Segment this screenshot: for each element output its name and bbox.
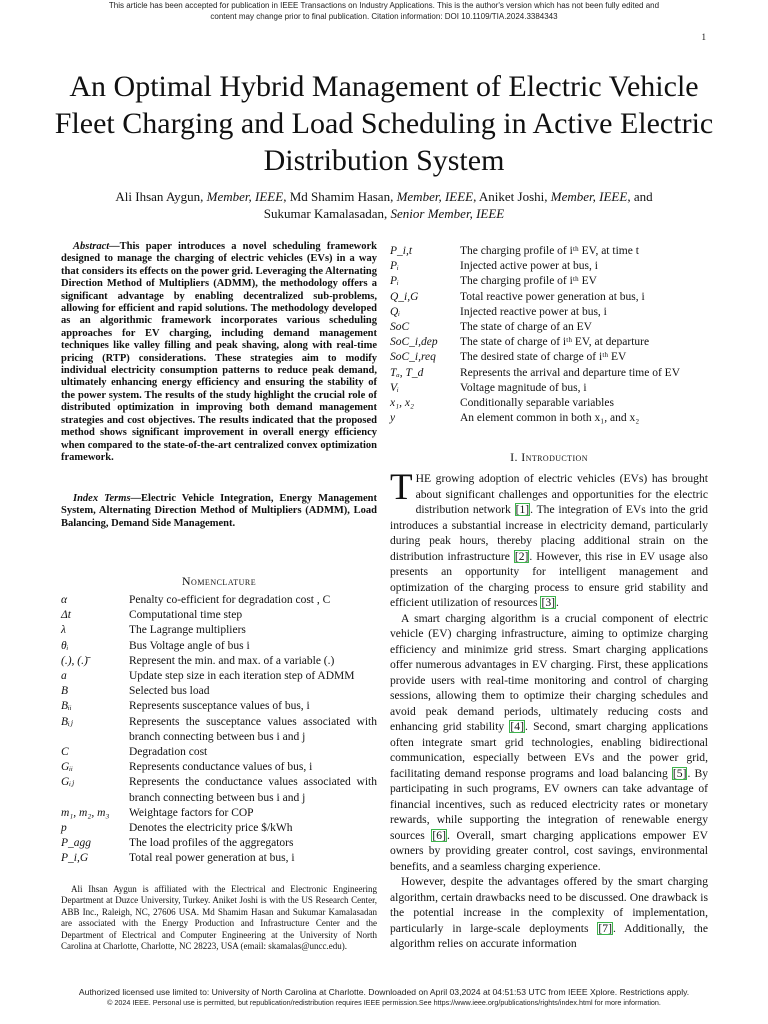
nomenclature-description: The state of charge of iᵗʰ EV, at departure bbox=[460, 336, 650, 349]
nomenclature-row bbox=[390, 381, 708, 396]
nomenclature-description: Computational time step bbox=[129, 609, 243, 622]
nomenclature-row bbox=[61, 745, 377, 760]
nomenclature-symbol: SoC bbox=[390, 321, 410, 334]
author-role: Member, IEEE bbox=[206, 189, 284, 204]
nomenclature-row bbox=[61, 684, 377, 699]
nomenclature-symbol: P_agg bbox=[61, 837, 92, 850]
publication-notice-line: content may change prior to final publication. Citation information: DOI 10.1109/TIA.2024.3384343 bbox=[210, 12, 558, 21]
nomenclature-symbol: (.), (.)̄ bbox=[61, 654, 88, 667]
introduction-body bbox=[390, 467, 708, 952]
license-notice: Authorized licensed use limited to: University of North Carolina at Charlotte. Downloaded on April 03,2024 at 04:51:53 UTC from IEEE Xplore. Restrictions apply. bbox=[78, 987, 690, 997]
nomenclature-description: An element common in both x₁, and x₂ bbox=[460, 412, 640, 425]
author-role: Senior Member, IEEE bbox=[390, 206, 505, 221]
nomenclature-row bbox=[390, 335, 708, 350]
nomenclature-symbol: y bbox=[390, 412, 396, 425]
nomenclature-row bbox=[390, 396, 708, 411]
nomenclature-symbol: P_i,G bbox=[61, 852, 89, 865]
author-separator: , bbox=[283, 189, 290, 204]
nomenclature-symbol: Q_i,G bbox=[390, 290, 419, 303]
nomenclature-description: The charging profile of iᵗʰ EV, at time t bbox=[460, 245, 639, 257]
nomenclature-row bbox=[390, 290, 708, 305]
citation-link[interactable]: [3] bbox=[541, 596, 555, 609]
intro-paragraph bbox=[390, 467, 708, 611]
text-run: . However, this rise in EV usage also presents an opportunity for intelligent management and optimization of the charging process to ensure grid stability and efficient utilization of resources bbox=[390, 549, 708, 609]
nomenclature-row bbox=[61, 608, 377, 623]
nomenclature-row bbox=[390, 366, 708, 381]
nomenclature-description: The desired state of charge of iᵗʰ EV bbox=[460, 351, 627, 364]
nomenclature-description: Degradation cost bbox=[129, 746, 208, 759]
author-role: Member, IEEE bbox=[396, 189, 474, 204]
author-role: Member, IEEE bbox=[550, 189, 628, 204]
nomenclature-description: Voltage magnitude of bus, i bbox=[460, 381, 587, 394]
author-list bbox=[60, 188, 708, 222]
nomenclature-description: Penalty co-efficient for degradation cost , C bbox=[129, 594, 331, 606]
nomenclature-list-right bbox=[390, 244, 708, 426]
nomenclature-row bbox=[61, 593, 377, 608]
nomenclature-symbol: p bbox=[61, 822, 67, 835]
publication-notice-line: This article has been accepted for publication in IEEE Transactions on Industry Applications. This is the author's version which has not been fully edited and bbox=[108, 1, 660, 10]
nomenclature-description: Represents the conductance values associated with branch connecting between bus i and j bbox=[129, 776, 377, 804]
nomenclature-symbol: SoC_i,dep bbox=[390, 336, 438, 349]
text-run: . Overall, smart charging applications empower EV owners by providing greater control, cost savings, environmental benefits, and a seamless charging experience. bbox=[390, 828, 708, 873]
nomenclature-row bbox=[390, 320, 708, 335]
nomenclature-symbol: a bbox=[61, 670, 67, 683]
nomenclature-heading: Nomenclature bbox=[181, 574, 257, 588]
nomenclature-row bbox=[61, 654, 377, 669]
text-run: . By participating in such programs, EV owners can take advantage of financial incentives, such as reduced electricity rates or monetary rewards, while supporting the integration of renewable energy sources bbox=[390, 766, 708, 842]
nomenclature-description: Represent the min. and max. of a variable (.) bbox=[129, 654, 335, 667]
index-terms: Index Terms—Electric Vehicle Integration, Energy Management System, Alternating Direction Method of Multipliers (ADMM), Load Balancing, Demand Side Management. bbox=[61, 493, 377, 529]
nomenclature-row bbox=[61, 669, 377, 684]
nomenclature-symbol: SoC_i,req bbox=[390, 351, 436, 364]
citation-link[interactable]: [2] bbox=[514, 549, 529, 563]
nomenclature-description: Injected reactive power at bus, i bbox=[460, 305, 607, 318]
nomenclature-symbol: λ bbox=[61, 624, 66, 637]
nomenclature-row bbox=[61, 775, 377, 805]
nomenclature-symbol: C bbox=[61, 746, 69, 759]
author-name: Sukumar Kamalasadan, bbox=[263, 206, 391, 221]
nomenclature-description: Conditionally separable variables bbox=[460, 397, 614, 410]
nomenclature-description: Weightage factors for COP bbox=[129, 806, 254, 819]
citation-link[interactable]: [4] bbox=[510, 720, 524, 733]
nomenclature-row bbox=[61, 715, 377, 745]
author-line bbox=[60, 188, 708, 205]
nomenclature-description: The charging profile of iᵗʰ EV bbox=[460, 275, 597, 288]
nomenclature-row bbox=[390, 411, 708, 426]
nomenclature-description: Represents conductance values of bus, i bbox=[129, 761, 313, 774]
nomenclature-symbol: Pᵢ bbox=[390, 275, 399, 288]
nomenclature-symbol: θᵢ bbox=[61, 639, 69, 652]
nomenclature-symbol: α bbox=[61, 594, 68, 606]
nomenclature-description: Bus Voltage angle of bus i bbox=[129, 639, 250, 652]
copyright-notice: © 2024 IEEE. Personal use is permitted, but republication/redistribution requires IEEE permission.See https://www.ieee.org/publications/rights/index.html for more information. bbox=[107, 998, 661, 1007]
nomenclature-row bbox=[61, 821, 377, 836]
section-heading-introduction: I. Introduction bbox=[510, 450, 588, 464]
author-affiliation-footnote: Ali Ihsan Aygun is affiliated with the Electrical and Electronic Engineering Department at Duzce University, Turkey. Aniket Joshi is with the US Research Center, ABB Inc., Raleigh, NC, 27606 USA. Md Shamim Hasan and Sukumar Kamalasadan are associated with the Energy Production and Infrastructure Center and the Department of Electrical and Computer Engineering at the University of North Carolina at Charlotte, Charlotte, NC 28223, USA (email: skamalas@uncc.edu). bbox=[61, 884, 377, 952]
nomenclature-description: Selected bus load bbox=[129, 685, 210, 698]
nomenclature-row bbox=[61, 836, 377, 851]
nomenclature-row bbox=[61, 623, 377, 638]
author-separator: , bbox=[473, 189, 479, 204]
nomenclature-symbol: Tₐ, T_d bbox=[390, 366, 424, 379]
citation-link[interactable]: [7] bbox=[598, 921, 612, 935]
index-terms-label: Index Terms bbox=[73, 493, 131, 504]
citation-link[interactable]: [5] bbox=[672, 766, 687, 780]
abstract: Abstract—This paper introduces a novel scheduling framework designed to manage the charging of electric vehicles (EVs) in a way that considers its effects on the power grid. Leveraging the Alternating Direction Method of Multipliers (ADMM), the methodology offers a significant advantage by enabling decentralized sub-problems, allowing for efficient and rapid solutions. The methodology developed as an algorithmic framework incorporates various scheduling approaches for EV charging, including demand management techniques like valley filling and peak shaving, along with real-time pricing (RTP) considerations. These strategies aim to modify individual electricity consumption patterns to reduce peak demand, ultimately enhancing energy efficiency and ensuring the stability of the power system. The results of the study highlight the crucial role of distributed optimization in improving both demand management strategies and cost objectives. The results indicated that the proposed method shows significant improvement in overall energy efficiency when compared to the state-of-the-art centralized convex optimization framework. bbox=[61, 241, 377, 463]
nomenclature-symbol: Bᵢᵢ bbox=[61, 700, 72, 713]
author-name: Aniket Joshi, bbox=[478, 189, 551, 204]
nomenclature-symbol: Gᵢⱼ bbox=[61, 776, 75, 789]
citation-link[interactable]: [1] bbox=[515, 503, 530, 516]
nomenclature-symbol: Δt bbox=[61, 609, 71, 622]
intro-paragraph bbox=[390, 874, 708, 952]
nomenclature-description: Total reactive power generation at bus, i bbox=[460, 290, 645, 303]
drop-cap: T bbox=[390, 467, 413, 508]
nomenclature-symbol: x₁, x₂ bbox=[390, 397, 414, 410]
page-footer bbox=[0, 987, 768, 1008]
nomenclature-description: Represents the arrival and departure time of EV bbox=[460, 366, 681, 379]
citation-link[interactable]: [6] bbox=[432, 828, 446, 842]
nomenclature-row bbox=[61, 760, 377, 775]
nomenclature-row bbox=[61, 851, 377, 866]
text-run: . bbox=[555, 596, 559, 609]
page-number: 1 bbox=[701, 32, 706, 42]
intro-paragraph bbox=[390, 611, 708, 875]
nomenclature-description: Injected active power at bus, i bbox=[460, 260, 598, 273]
nomenclature-symbol: Pᵢ bbox=[390, 260, 399, 273]
nomenclature-row bbox=[61, 806, 377, 821]
index-terms-text: Electric Vehicle Integration, Energy Management System, Alternating Direction Method of Multipliers (ADMM), Load Balancing, Demand Side Management. bbox=[61, 493, 377, 529]
nomenclature-symbol: P_i,t bbox=[390, 245, 413, 257]
nomenclature-description: Denotes the electricity price $/kWh bbox=[129, 822, 293, 835]
nomenclature-list-left bbox=[61, 593, 377, 867]
nomenclature-description: Total real power generation at bus, i bbox=[129, 852, 295, 865]
abstract-text: This paper introduces a novel scheduling framework designed to manage the charging of electric vehicles (EVs) in a way that considers its effects on the power grid. Leveraging the Alternating Direction Method of Multipliers (ADMM), the methodology offers a significant advantage by enabling decentralized sub-problems, allowing for efficient and rapid solutions. The methodology developed as an algorithmic framework incorporates various scheduling approaches for EV charging, including demand management techniques like valley filling and peak shaving, along with real-time pricing (RTP) considerations. These strategies aim to modify individual electricity consumption patterns to reduce peak demand, ultimately enhancing energy efficiency and ensuring the stability of the power system. The results of the study highlight the crucial role of distributed optimization in improving both demand management strategies and cost objectives. The results indicated that the proposed method shows significant improvement in overall energy efficiency when compared to the state-of-the-art centralized convex optimization framework. bbox=[61, 241, 377, 463]
nomenclature-row bbox=[390, 305, 708, 320]
nomenclature-row bbox=[61, 639, 377, 654]
author-name: Ali Ihsan Aygun, bbox=[115, 189, 207, 204]
nomenclature-symbol: m₁, m₂, m₃ bbox=[61, 806, 110, 819]
text-run: . Second, smart charging applications often integrate smart grid technologies, enabling bidirectional communication, especially between EVs and the power grid, facilitating demand response programs and load balancing bbox=[390, 720, 708, 780]
text-run: . Additionally, the algorithm relies on accurate information bbox=[390, 921, 708, 950]
nomenclature-description: The Lagrange multipliers bbox=[129, 624, 246, 637]
author-separator: , and bbox=[627, 189, 653, 204]
author-name: Md Shamim Hasan, bbox=[289, 189, 397, 204]
nomenclature-symbol: Bᵢⱼ bbox=[61, 715, 73, 728]
nomenclature-row bbox=[390, 244, 708, 259]
nomenclature-description: Update step size in each iteration step of ADMM bbox=[129, 670, 355, 683]
nomenclature-symbol: B bbox=[61, 685, 69, 698]
nomenclature-description: The state of charge of an EV bbox=[460, 321, 592, 334]
nomenclature-row bbox=[390, 274, 708, 289]
publication-notice bbox=[0, 0, 768, 22]
nomenclature-row bbox=[390, 350, 708, 365]
nomenclature-description: Represents the susceptance values associated with branch connecting between bus i and j bbox=[129, 715, 377, 743]
nomenclature-symbol: Qᵢ bbox=[390, 305, 401, 318]
nomenclature-row bbox=[61, 699, 377, 714]
nomenclature-description: The load profiles of the aggregators bbox=[129, 837, 294, 850]
nomenclature-symbol: Vᵢ bbox=[390, 381, 399, 394]
text-run: HE growing adoption of electric vehicles (EVs) has brought about significant challenges and opportunities for the electric distribution network bbox=[415, 472, 708, 516]
nomenclature-row bbox=[390, 259, 708, 274]
nomenclature-description: Represents susceptance values of bus, i bbox=[129, 700, 310, 713]
paper-title: An Optimal Hybrid Management of Electric Vehicle Fleet Charging and Load Scheduling in Active Electric Distribution System bbox=[54, 70, 714, 177]
author-line bbox=[60, 205, 708, 222]
text-run: . The integration of EVs into the grid introduces a substantial increase in electricity demand, particularly during peak hours, thereby placing additional strain on the distribution infrastructure bbox=[390, 503, 708, 563]
nomenclature-symbol: Gᵢᵢ bbox=[61, 761, 73, 774]
text-run: However, despite the advantages offered by the smart charging algorithm, certain drawbacks need to be discussed. One drawback is the potential increase in the complexity of implementation, particularly in large-scale deployments bbox=[390, 875, 708, 935]
abstract-label: Abstract bbox=[73, 241, 110, 252]
text-run: A smart charging algorithm is a crucial component of electric vehicle (EV) charging infrastructure, aiming to optimize charging efficiency and minimize grid stress. Smart charging applications offer numerous advantages in EV charging. First, these applications provide users with real-time monitoring and control of charging sessions, allowing them to optimize their charging schedules and avoid peak demand periods, ultimately reducing costs and enhancing grid stability bbox=[390, 611, 708, 733]
